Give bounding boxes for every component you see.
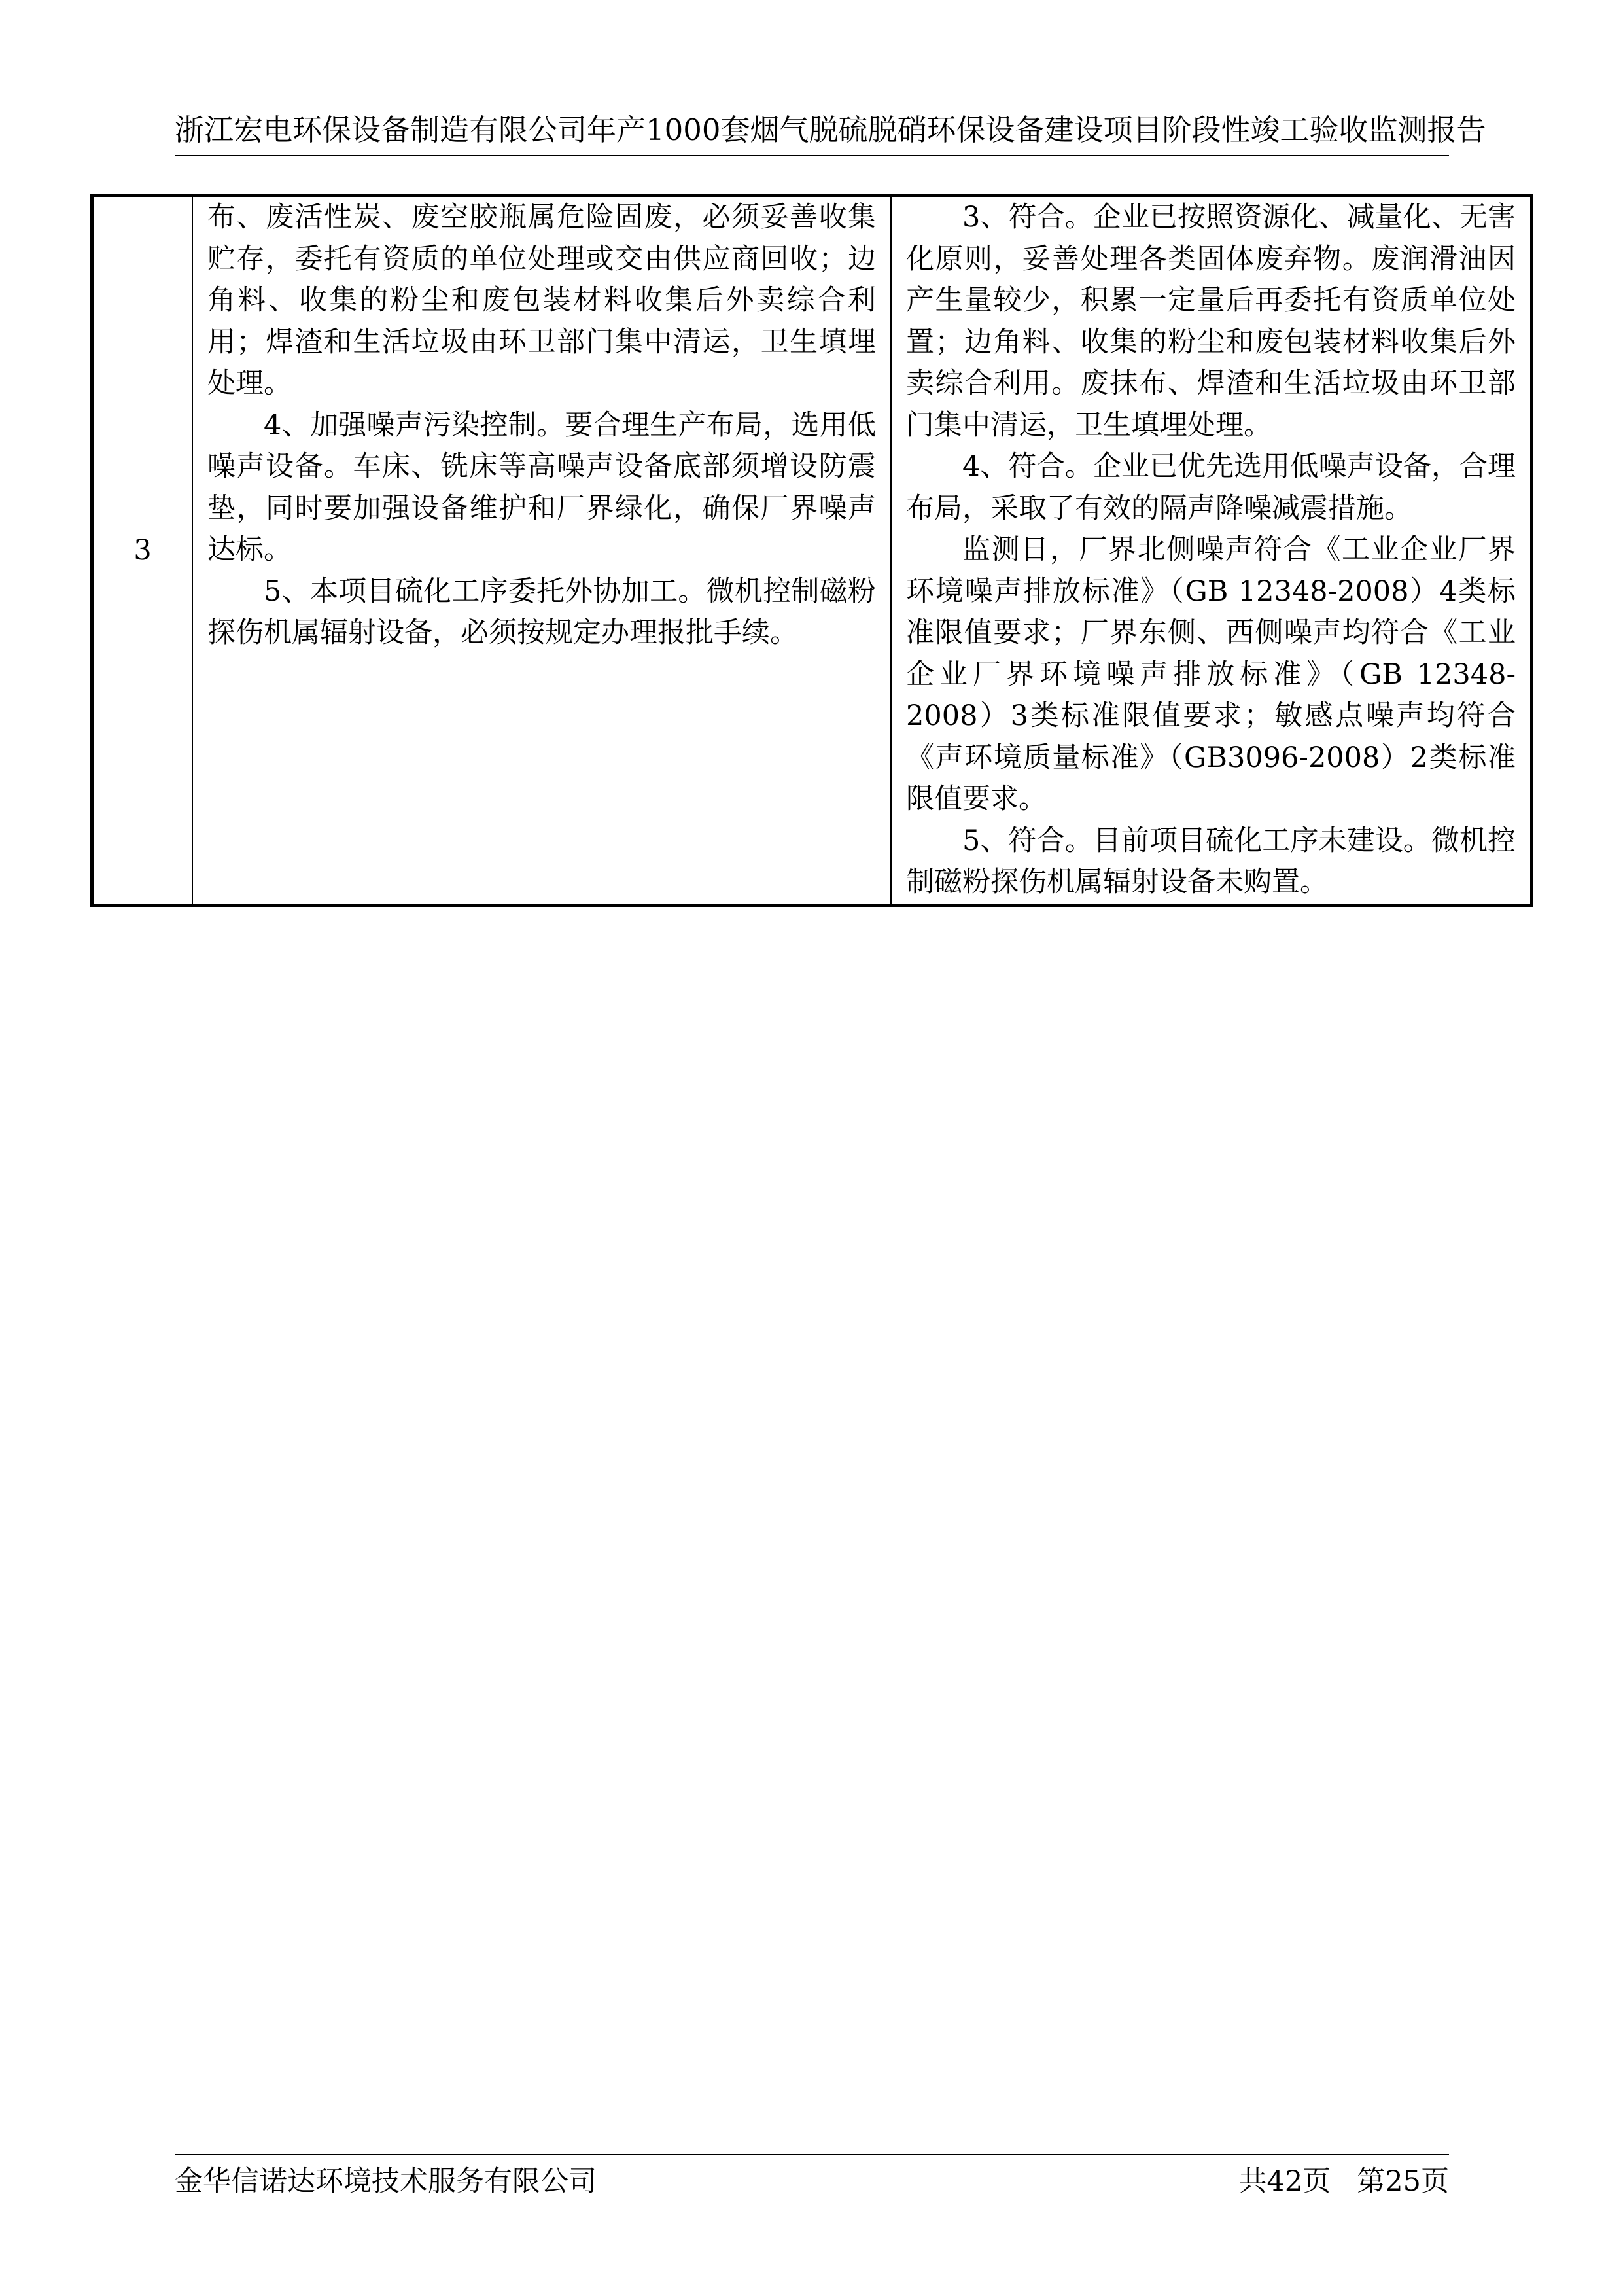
total-pages: 共42页: [1238, 2165, 1331, 2198]
acceptance-table: [90, 194, 1533, 907]
footer-divider: [175, 2154, 1449, 2155]
footer-company: 金华信诺达环境技术服务有限公司: [175, 2165, 597, 2198]
result-paragraph: 监测日，厂界北侧噪声符合《工业企业厂界环境噪声排放标准》（GB 12348-2008）4类标准限值要求；厂界东侧、西侧噪声均符合《工业企业厂界环境噪声排放标准》（GB 12348-2008）3类标准限值要求；敏感点噪声均符合《声环境质量标准》（GB3096-2008）2类标准限值要求。: [906, 533, 1516, 815]
requirement-paragraph: 布、废活性炭、废空胶瓶属危险固废，必须妥善收集贮存，委托有资质的单位处理或交由供应商回收；边角料、收集的粉尘和废包装材料收集后外卖综合利用；焊渣和生活垃圾由环卫部门集中清运，卫生填埋处理。: [207, 201, 876, 400]
header-divider: [175, 155, 1449, 156]
result-paragraph: 3、符合。企业已按照资源化、减量化、无害化原则，妥善处理各类固体废弃物。废润滑油因产生量较少，积累一定量后再委托有资质单位处置；边角料、收集的粉尘和废包装材料收集后外卖综合利用。废抹布、焊渣和生活垃圾由环卫部门集中清运，卫生填埋处理。: [906, 201, 1516, 442]
requirement-paragraph: 4、加强噪声污染控制。要合理生产布局，选用低噪声设备。车床、铣床等高噪声设备底部须增设防震垫，同时要加强设备维护和厂界绿化，确保厂界噪声达标。: [207, 408, 876, 566]
row-number-cell: 3: [92, 196, 193, 906]
requirement-cell: [192, 196, 891, 906]
result-paragraph: 4、符合。企业已优先选用低噪声设备，合理布局，采取了有效的隔声降噪减震措施。: [906, 450, 1516, 525]
result-paragraph: 5、符合。目前项目硫化工序未建设。微机控制磁粉探伤机属辐射设备未购置。: [906, 824, 1516, 898]
table-row: [92, 196, 1532, 906]
footer-pagination: [1239, 2163, 1449, 2200]
current-page: 第25页: [1357, 2165, 1449, 2198]
requirement-paragraph: 5、本项目硫化工序委托外协加工。微机控制磁粉探伤机属辐射设备，必须按规定办理报批手续。: [207, 574, 876, 649]
result-cell: [891, 196, 1532, 906]
page-header-title: 浙江宏电环保设备制造有限公司年产1000套烟气脱硫脱硝环保设备建设项目阶段性竣工验收监测报告: [175, 113, 1486, 147]
